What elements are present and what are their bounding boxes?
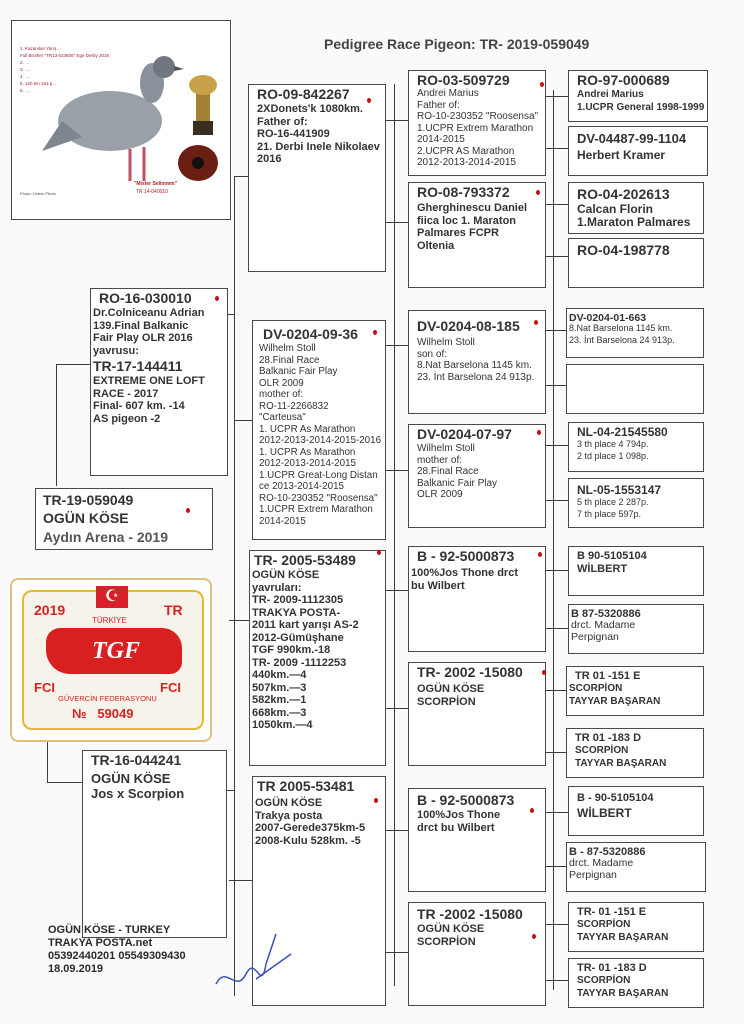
- g4-box: [568, 604, 704, 654]
- g4-box: [566, 666, 704, 716]
- g4-details: 8.Nat Barselona 1145 km. 23. İnt Barselona 24 913p.: [569, 323, 675, 345]
- g4-details: drct. Madame Perpignan: [571, 619, 636, 643]
- g4-details: 5 th place 2 287p. 7 th place 597p.: [577, 497, 649, 519]
- g4-box: [566, 308, 704, 358]
- g3-details: Gherghinescu Daniel fiica loc 1. Maraton Palmares FCPR Oltenia: [417, 202, 528, 252]
- g4-code: B 87-5320886: [571, 608, 641, 620]
- g4-details: WİLBERT: [577, 806, 632, 820]
- red-marker: [367, 98, 371, 103]
- g4-details: SCORPİON TAYYAR BAŞARAN: [569, 683, 661, 707]
- g4-box: [568, 902, 704, 952]
- g4-details: 3 th place 4 794p. 2 td place 1 098p.: [577, 439, 649, 461]
- g4-box: [568, 70, 708, 122]
- g4-code: TR 01 -183 D: [575, 732, 642, 744]
- breeder-contact: OGÜN KÖSE - TURKEY TRAKYA POSTA.net 05392440201 05549309430 18.09.2019: [48, 924, 186, 975]
- g3-code: RO-03-509729: [417, 72, 510, 88]
- g4-code: NL-05-1553147: [577, 483, 662, 497]
- g4-code: NL-04-21545580: [577, 425, 668, 439]
- g4-details: Calcan Florin 1.Maraton Palmares: [577, 202, 691, 229]
- sire-details: Dr.Colniceanu Adrian 139.Final Balkanic Fair Play OLR 2016 yavrusu:: [93, 307, 205, 357]
- tag-country: TÜRKİYE: [92, 616, 127, 625]
- g4-code: RO-04-198778: [577, 242, 670, 258]
- federation-ring-tag: [10, 578, 212, 742]
- g4-box: [568, 126, 708, 176]
- red-marker: [534, 320, 538, 325]
- tag-federation: GÜVERCİN FEDERASYONU: [58, 694, 157, 703]
- g4-details: drct. Madame Perpignan: [569, 857, 634, 881]
- subject-event: Aydın Arena - 2019: [43, 529, 169, 545]
- g3-code: TR- 2002 -15080: [417, 664, 523, 680]
- g2-details: Wilhelm Stoll 28.Final Race Balkanic Fair Play OLR 2009 mother of: RO-11-2266832 "Carteusa" 1. UCPR As Marathon 2012-2013-2014-2015-2016 1. UCPR As Marathon 2012-2013-2014-2015 1.UCPR Great-Long Distan ce 2013-2014-2015 RO-10-230352 "Roosensa" 1.UCPR Extrem Marathon 2014-2015: [259, 343, 382, 527]
- g4-box: [568, 546, 704, 596]
- g4-box: [568, 182, 704, 234]
- g2-code: DV-0204-09-36: [263, 326, 358, 342]
- g3-box: [408, 788, 546, 892]
- red-marker: [215, 296, 219, 301]
- g4-code: TR 01 -151 E: [575, 670, 641, 682]
- red-marker: [536, 190, 540, 195]
- g4-code: DV-04487-99-1104: [577, 131, 687, 146]
- g3-box: [408, 546, 546, 652]
- g4-details: WİLBERT: [577, 563, 628, 575]
- dam-box: [82, 750, 227, 938]
- red-marker: [374, 798, 378, 803]
- turkey-flag-icon: ☪: [96, 586, 128, 608]
- g2-box: [249, 550, 386, 766]
- g4-details: SCORPİON TAYYAR BAŞARAN: [575, 745, 667, 769]
- tag-number: № 59049: [72, 706, 134, 721]
- sire-offspring-code: TR-17-144411: [93, 358, 183, 374]
- g3-box: [408, 662, 546, 766]
- g4-box: [568, 422, 704, 472]
- pigeon-photo-panel: [11, 20, 231, 220]
- g3-details: OGÜN KÖSE SCORPİON: [417, 923, 485, 948]
- red-marker: [538, 552, 542, 557]
- g4-box: [568, 478, 704, 528]
- tag-country-code: TR: [164, 602, 183, 618]
- red-marker: [540, 82, 544, 87]
- g3-code: TR -2002 -15080: [417, 906, 523, 922]
- g4-box: [568, 786, 704, 836]
- g2-details: OGÜN KÖSE Trakya posta 2007-Gerede375km-5 2008-Kulu 528km. -5: [255, 797, 366, 847]
- g4-code: B - 87-5320886: [569, 846, 646, 858]
- g4-box: [566, 364, 704, 414]
- sire-box: [90, 288, 228, 476]
- g2-box: [252, 320, 386, 540]
- g3-code: RO-08-793372: [417, 184, 510, 200]
- dam-code: TR-16-044241: [91, 752, 182, 768]
- tag-org: TGF: [92, 638, 140, 664]
- g4-details: SCORPİON TAYYAR BAŞARAN: [577, 919, 669, 943]
- g4-details: Andrei Marius 1.UCPR General 1998-1999: [577, 89, 705, 113]
- red-marker: [373, 330, 377, 335]
- g2-code: RO-09-842267: [257, 86, 350, 102]
- red-marker: [537, 430, 541, 435]
- dam-details: OGÜN KÖSE Jos x Scorpion: [91, 771, 185, 801]
- g4-details: Herbert Kramer: [577, 148, 666, 162]
- g3-code: B - 92-5000873: [417, 792, 515, 808]
- g3-details: 100%Jos Thone drct bu Wilbert: [411, 567, 518, 592]
- subject-code: TR-19-059049: [43, 492, 134, 508]
- g4-box: [568, 958, 704, 1008]
- g3-details: OGÜN KÖSE SCORPİON: [417, 683, 485, 708]
- g3-box: [408, 424, 546, 528]
- sire-offspring-details: EXTREME ONE LOFT RACE - 2017 Final- 607 km. -14 AS pigeon -2: [93, 375, 205, 425]
- pigeon-name: "Mister Selimmm": [134, 181, 178, 187]
- g3-box: [408, 70, 546, 176]
- tag-year: 2019: [34, 602, 66, 618]
- g4-box: [568, 238, 704, 288]
- red-marker: [377, 550, 381, 555]
- g3-box: [408, 182, 546, 288]
- g3-details: 100%Jos Thone drct bu Wilbert: [417, 809, 501, 834]
- red-marker: [542, 670, 546, 675]
- g4-code: B 90-5105104: [577, 550, 647, 562]
- subject-owner: OGÜN KÖSE: [43, 510, 129, 526]
- subject-pigeon-box: [35, 488, 213, 550]
- g3-details: Andrei Marius Father of: RO-10-230352 "Roosensa" 1.UCPR Extrem Marathon 2014-2015 2.UCPR AS Marathon 2012-2013-2014-2015: [417, 88, 539, 168]
- g4-details: SCORPİON TAYYAR BAŞARAN: [577, 975, 669, 999]
- red-marker: [530, 808, 534, 813]
- g3-code: DV-0204-07-97: [417, 426, 512, 442]
- sire-code: RO-16-030010: [99, 290, 192, 306]
- g4-code: RO-04-202613: [577, 186, 670, 202]
- g4-code: TR- 01 -183 D: [577, 962, 647, 974]
- g4-code: B - 90-5105104: [577, 792, 654, 804]
- signature-icon: [206, 924, 296, 1004]
- red-marker: [186, 508, 190, 513]
- g3-details: Wilhelm Stoll mother of: 28.Final Race Balkanic Fair Play OLR 2009: [417, 443, 498, 500]
- g4-code: TR- 01 -151 E: [577, 906, 647, 918]
- photo-credit: Photo: Ozlem Photo: [20, 191, 56, 196]
- tag-fci-right: FCI: [160, 680, 181, 695]
- g2-details: 2XDonets'k 1080km. Father of: RO-16-441909 21. Derbi Inele Nikolaev 2016: [257, 103, 380, 165]
- g4-box: [566, 728, 704, 778]
- g2-box: [248, 84, 386, 272]
- g2-code: TR- 2005-53489: [254, 552, 356, 568]
- photo-caption: 1. Kazanılan Yarış… Full Brother "TR13-023606" Ege Derby 2015 2. … 3. … 4. … 5. 120 km 163 p… 6. …: [20, 46, 109, 93]
- g4-code: DV-0204-01-663: [569, 312, 647, 324]
- g3-code: B - 92-5000873: [417, 548, 515, 564]
- tag-fci-left: FCI: [34, 680, 55, 695]
- page-title: Pedigree Race Pigeon: TR- 2019-059049: [324, 36, 590, 52]
- g4-box: [566, 842, 706, 892]
- g3-box: [408, 310, 546, 414]
- pigeon-ring: TR 14-040010: [136, 189, 168, 195]
- g2-details: OGÜN KÖSE yavruları: TR- 2009-1112305 TRAKYA POSTA- 2011 kart yarışı AS-2 2012-Gümüşhane TGF 990km.-18 TR- 2009 -1112253 440km.—4 507km.—3 582km.—1 668km.—3 1050km.—4: [252, 569, 359, 731]
- g2-code: TR 2005-53481: [257, 778, 355, 794]
- g3-code: DV-0204-08-185: [417, 318, 520, 334]
- g3-box: [408, 902, 546, 1006]
- g3-details: Wilhelm Stoll son of: 8.Nat Barselona 1145 km. 23. İnt Barselona 24 913p.: [417, 337, 535, 383]
- g4-code: RO-97-000689: [577, 72, 670, 88]
- red-marker: [532, 934, 536, 939]
